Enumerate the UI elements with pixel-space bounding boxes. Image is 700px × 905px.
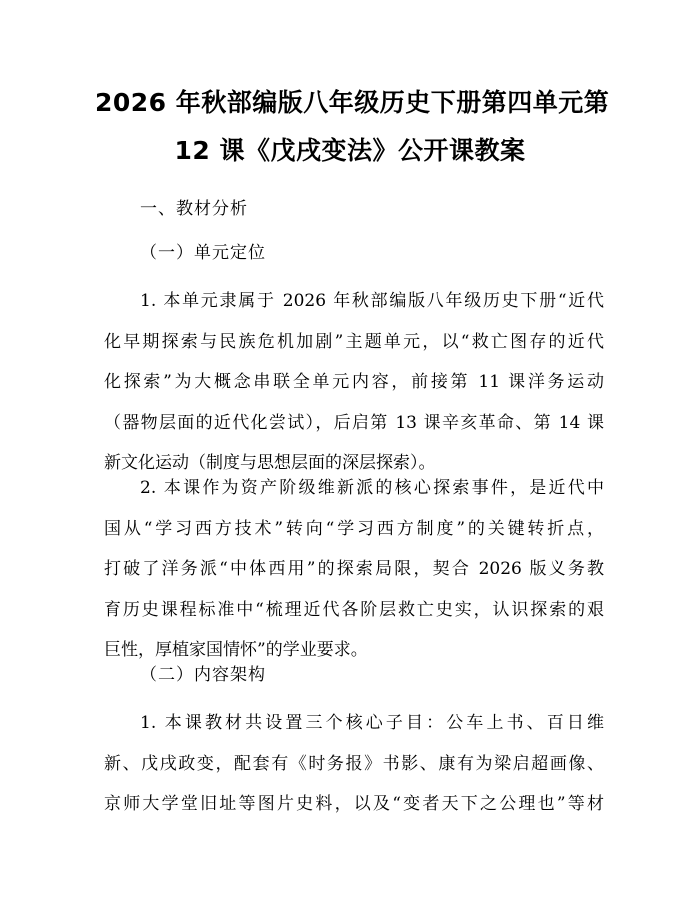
paragraph-line: 化探索”为大概念串联全单元内容，前接第 11 课洋务运动 (104, 372, 604, 392)
paragraph-line: 国从“学习西方技术”转向“学习西方制度”的关键转折点， (104, 518, 604, 539)
paragraph-line: 京师大学堂旧址等图片史料，以及“变者天下之公理也”等材 (104, 794, 604, 814)
paragraph-line: 1. 本课教材共设置三个核心子目：公车上书、百日维 (140, 713, 604, 733)
paragraph-unit-positioning-1 (104, 288, 604, 491)
section-heading-textbook-analysis: 一、教材分析 (140, 199, 248, 219)
document-title-line-1: 2026 年秋部编版八年级历史下册第四单元第 (95, 88, 610, 117)
paragraph-line: 育历史课程标准中“梳理近代各阶层救亡史实，认识探索的艰 (104, 599, 604, 620)
paragraph-line: 2. 本课作为资产阶级维新派的核心探索事件，是近代中 (140, 478, 604, 498)
paragraph-line: 化早期探索与民族危机加剧”主题单元，以“救亡图存的近代 (104, 331, 604, 352)
subsection-heading-content-structure: （二）内容架构 (140, 665, 266, 685)
paragraph-line: 1. 本单元隶属于 2026 年秋部编版八年级历史下册“近代 (140, 291, 604, 311)
paragraph-line: 打破了洋务派“中体西用”的探索局限，契合 2026 版义务教 (104, 559, 604, 579)
subsection-heading-unit-positioning: （一）单元定位 (140, 243, 266, 263)
paragraph-line: （器物层面的近代化尝试），后启第 13 课辛亥革命、第 14 课 (104, 412, 604, 433)
paragraph-line: 新、戊戌政变，配套有《时务报》书影、康有为梁启超画像、 (104, 753, 604, 774)
paragraph-content-structure-1 (104, 710, 604, 832)
document-title-line-2: 12 课《戊戌变法》公开课教案 (174, 136, 526, 165)
paragraph-line: 新文化运动（制度与思想层面的深层探索）。 (104, 453, 436, 473)
paragraph-line: 巨性，厚植家国情怀”的学业要求。 (104, 640, 368, 660)
paragraph-unit-positioning-2 (104, 475, 604, 678)
